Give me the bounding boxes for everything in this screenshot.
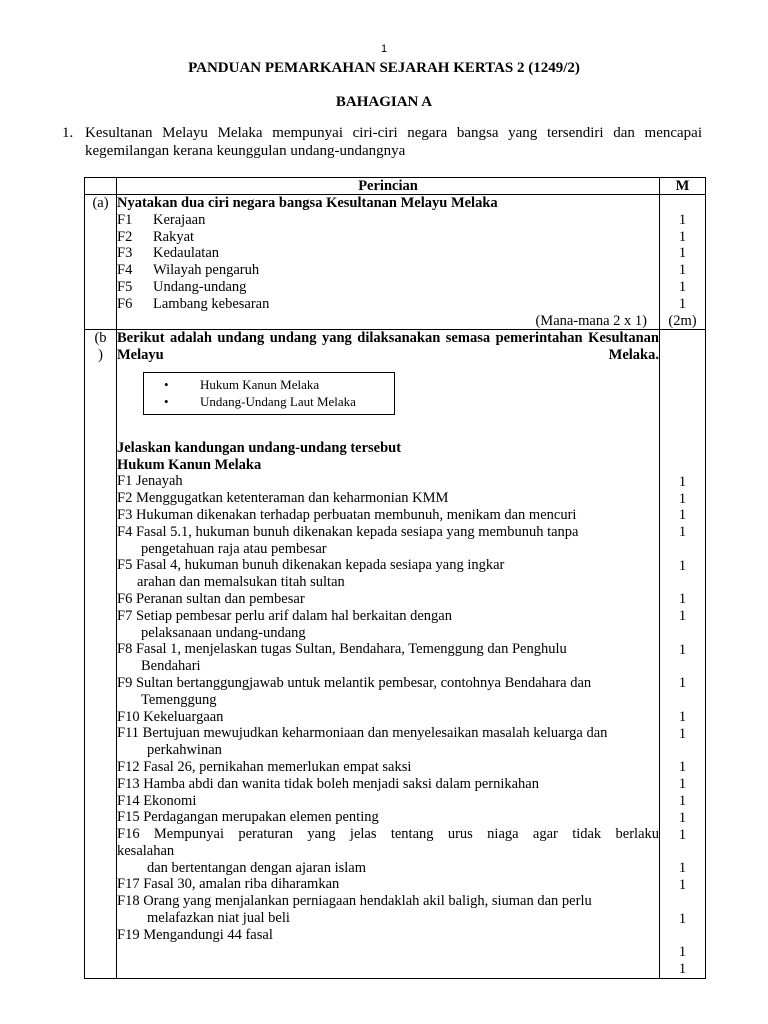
criterion-text: Kedaulatan bbox=[153, 245, 220, 262]
criterion-item bbox=[117, 229, 659, 246]
criterion-mark bbox=[660, 625, 705, 642]
criterion-line: F10 Kekeluargaan bbox=[117, 708, 224, 725]
laws-box-item-text: Undang-Undang Laut Melaka bbox=[200, 393, 356, 409]
laws-box-item bbox=[144, 393, 394, 410]
part-b-row bbox=[85, 330, 706, 978]
criterion-mark bbox=[660, 659, 705, 676]
criterion-line: F19 Mengandungi 44 fasal bbox=[117, 926, 273, 943]
part-b-subheading: Hukum Kanun Melaka bbox=[117, 456, 262, 473]
criterion-line: F2 Menggugatkan ketenteraman dan keharmonian KMM bbox=[117, 490, 449, 507]
criterion-line: F3 Hukuman dikenakan terhadap perbuatan membunuh, menikam dan mencuri bbox=[117, 506, 577, 523]
criterion-mark: 1 bbox=[678, 793, 687, 809]
criterion-code: F5 bbox=[117, 278, 133, 295]
marking-scheme-table bbox=[84, 177, 706, 979]
part-a-items bbox=[117, 212, 659, 313]
criterion-mark bbox=[660, 692, 705, 709]
criterion-code: F4 bbox=[117, 262, 133, 279]
blank-line bbox=[117, 423, 659, 440]
part-a-note: (Mana-mana 2 x 1) bbox=[535, 312, 647, 329]
criterion-item bbox=[117, 279, 659, 296]
criterion-item bbox=[117, 262, 659, 279]
criterion-mark: 1 bbox=[678, 608, 687, 625]
criterion-mark bbox=[660, 541, 705, 558]
laws-box-item-text: Hukum Kanun Melaka bbox=[200, 376, 320, 392]
mark-spacer bbox=[660, 330, 705, 473]
bullet-icon: • bbox=[164, 393, 169, 409]
criterion-mark: 1 bbox=[678, 278, 687, 295]
criterion-mark: 1 bbox=[678, 910, 687, 927]
table-header-row bbox=[85, 178, 706, 195]
criterion-mark bbox=[660, 843, 705, 860]
criterion-mark: 1 bbox=[678, 709, 687, 726]
part-b-question: Jelaskan kandungan undang-undang tersebut bbox=[117, 439, 402, 456]
mark-spacer bbox=[660, 195, 705, 212]
criterion-line: F4 Fasal 5.1, hukuman bunuh dikenakan kepada sesiapa yang membunuh tanpa bbox=[117, 523, 579, 540]
criterion-line: pelaksanaan undang-undang bbox=[141, 624, 306, 641]
criterion-mark: 1 bbox=[678, 860, 687, 877]
criterion-line: F6 Peranan sultan dan pembesar bbox=[117, 590, 305, 607]
criterion-mark: 1 bbox=[678, 245, 687, 262]
criterion-mark: 1 bbox=[678, 944, 687, 961]
criterion-line: pengetahuan raja atau pembesar bbox=[141, 540, 327, 557]
criterion-mark: 1 bbox=[678, 295, 687, 312]
criterion-mark bbox=[660, 575, 705, 592]
criterion-mark: 1 bbox=[678, 759, 687, 776]
document-title: PANDUAN PEMARKAHAN SEJARAH KERTAS 2 (1249/2) bbox=[188, 60, 580, 76]
criterion-item bbox=[117, 296, 659, 313]
criterion-text: Undang-undang bbox=[153, 278, 247, 295]
part-a-heading: Nyatakan dua ciri negara bangsa Kesultanan Melayu Melaka bbox=[117, 195, 498, 211]
part-a-total: (2m) bbox=[668, 312, 697, 329]
part-b-heading: Berikut adalah undang undang yang dilaksanakan semasa pemerintahan Kesultanan Melayu Melaka. bbox=[117, 330, 659, 364]
criterion-mark: 1 bbox=[678, 262, 687, 279]
criterion-line: F8 Fasal 1, menjelaskan tugas Sultan, Bendahara, Temenggung dan Penghulu bbox=[117, 641, 567, 658]
criterion-line: dan bertentangan dengan ajaran islam bbox=[147, 859, 367, 876]
criterion-mark: 1 bbox=[678, 876, 687, 893]
part-b-body bbox=[117, 330, 660, 978]
criterion-mark: 1 bbox=[678, 524, 687, 541]
laws-box-item bbox=[144, 376, 394, 393]
criterion-mark: 1 bbox=[678, 211, 687, 228]
criterion-mark: 1 bbox=[678, 490, 687, 507]
criterion-line: melafazkan niat jual beli bbox=[147, 910, 290, 927]
part-b-marks bbox=[660, 330, 706, 978]
criterion-mark: 1 bbox=[678, 826, 687, 843]
criterion-text: Rakyat bbox=[153, 228, 195, 245]
criterion-text: Kerajaan bbox=[153, 211, 206, 228]
criterion-line: F12 Fasal 26, pernikahan memerlukan empat saksi bbox=[117, 758, 412, 775]
header-detail: Perincian bbox=[117, 178, 660, 195]
criterion-line: perkahwinan bbox=[147, 742, 222, 759]
criterion-code: F3 bbox=[117, 245, 133, 262]
criterion-line: kesalahan bbox=[117, 842, 175, 859]
criterion-mark: 1 bbox=[678, 809, 687, 826]
part-a-body bbox=[117, 195, 660, 330]
criterion-mark: 1 bbox=[678, 776, 687, 793]
criterion-line: F16 Mempunyai peraturan yang jelas tentang urus niaga agar tidak berlaku bbox=[117, 826, 659, 843]
criterion-mark: 1 bbox=[678, 960, 687, 977]
criterion-code: F6 bbox=[117, 295, 133, 312]
criterion-line: F17 Fasal 30, amalan riba diharamkan bbox=[117, 876, 340, 893]
criterion-line: Bendahari bbox=[141, 658, 201, 675]
criterion-mark: 1 bbox=[678, 228, 687, 245]
criterion-line: F1 Jenayah bbox=[117, 473, 183, 490]
criterion-mark: 1 bbox=[678, 557, 687, 574]
criterion-line: Temenggung bbox=[141, 691, 217, 708]
criterion-mark: 1 bbox=[678, 641, 687, 658]
criterion-line: arahan dan memalsukan titah sultan bbox=[137, 574, 345, 591]
part-a-mark-list bbox=[660, 212, 705, 313]
header-mark: M bbox=[660, 178, 706, 195]
criterion-line: F11 Bertujuan mewujudkan keharmoniaan dan menyelesaikan masalah keluarga dan bbox=[117, 725, 608, 742]
criterion-mark: 1 bbox=[678, 591, 687, 608]
criterion-line: F9 Sultan bertanggungjawab untuk melantik pembesar, contohnya Bendahara dan bbox=[117, 674, 592, 691]
criterion-line bbox=[117, 944, 659, 961]
criterion-mark bbox=[660, 927, 705, 944]
criterion-mark: 1 bbox=[678, 473, 687, 490]
criterion-line: F18 Orang yang menjalankan perniagaan hendaklah akil baligh, siuman dan perlu bbox=[117, 893, 592, 910]
criterion-mark: 1 bbox=[678, 725, 687, 742]
question-number: 1. bbox=[62, 125, 74, 141]
part-a-row bbox=[85, 195, 706, 330]
part-b-lines bbox=[117, 473, 659, 977]
criterion-line: F5 Fasal 4, hukuman bunuh dikenakan kepada sesiapa yang ingkar bbox=[117, 557, 505, 574]
criterion-text: Lambang kebesaran bbox=[153, 295, 270, 312]
part-b-mark-list bbox=[660, 330, 705, 977]
part-b-label: (b ) bbox=[85, 330, 117, 978]
criterion-code: F2 bbox=[117, 228, 133, 245]
criterion-line: F15 Perdagangan merupakan elemen penting bbox=[117, 809, 379, 826]
bullet-icon: • bbox=[164, 376, 169, 392]
criterion-item bbox=[117, 212, 659, 229]
part-a-label: (a) bbox=[85, 195, 117, 330]
part-a-marks bbox=[660, 195, 706, 330]
criterion-item bbox=[117, 245, 659, 262]
criterion-text: Wilayah pengaruh bbox=[153, 262, 260, 279]
criterion-line: F14 Ekonomi bbox=[117, 792, 197, 809]
criterion-mark: 1 bbox=[678, 675, 687, 692]
criterion-line bbox=[117, 960, 659, 977]
criterion-line: F7 Setiap pembesar perlu arif dalam hal berkaitan dengan bbox=[117, 607, 452, 624]
page-number: 1 bbox=[380, 43, 388, 55]
question-text: Kesultanan Melayu Melaka mempunyai ciri-ciri negara bangsa yang tersendiri dan mencapai kegemilangan kerana keunggulan undang-undangnya bbox=[85, 125, 702, 159]
question-1 bbox=[62, 124, 702, 160]
laws-box bbox=[143, 372, 395, 415]
section-heading: BAHAGIAN A bbox=[335, 94, 433, 110]
criterion-mark: 1 bbox=[678, 507, 687, 524]
criterion-mark bbox=[660, 743, 705, 760]
criterion-mark bbox=[660, 894, 705, 911]
criterion-code: F1 bbox=[117, 211, 133, 228]
header-blank bbox=[85, 178, 117, 195]
criterion-line: F13 Hamba abdi dan wanita tidak boleh menjadi saksi dalam pernikahan bbox=[117, 775, 539, 792]
